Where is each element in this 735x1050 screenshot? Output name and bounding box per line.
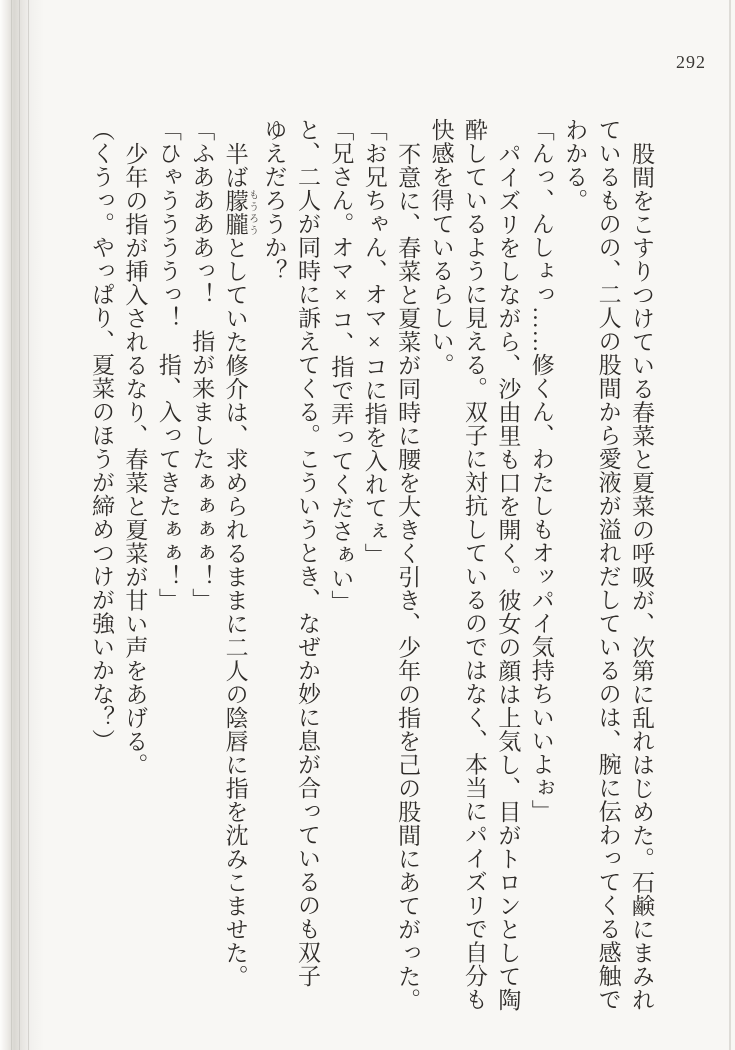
- text-column: 「ふああああっ！ 指が来ましたぁぁぁぁ！」: [189, 118, 215, 612]
- text-column: 少年の指が挿入されるなり、春菜と夏菜が甘い声をあげる。: [122, 141, 148, 776]
- page-edge-line: [11, 0, 12, 1050]
- text-column: 酔しているように見える。双子に対抗しているのではなく、本当にパイズリで自分も: [461, 118, 487, 1011]
- text-column: 「お兄ちゃん、オマ×コに指を入れてぇ」: [361, 118, 387, 567]
- text-column: 股間をこすりつけている春菜と夏菜の呼吸が、次第に乱れはじめた。石鹸にまみれ: [629, 141, 654, 1011]
- page-edge-line: [729, 0, 731, 1050]
- text-column: 快感を得ているらしい。: [428, 118, 454, 377]
- page-number: 292: [676, 52, 706, 72]
- page-edge-line: [19, 0, 20, 1050]
- text-column: 「んっ、んしょっ……修くん、わたしもオッパイ気持ちいいよぉ」: [528, 118, 554, 823]
- book-gutter-shadow: [0, 0, 44, 1050]
- text-column: 「ひゃううううっ！ 指、入ってきたぁぁ！」: [155, 118, 181, 612]
- text-column: （くうっ。やっぱり、夏菜のほうが締めつけが強いかな？）: [89, 118, 114, 753]
- text-column: 半ば朦朧 もうろうとしていた修介は、求められるままに二人の陰唇に指を沈みこませた。: [222, 141, 258, 988]
- text-column: ているものの、二人の股間から愛液が溢れだしているのは、腕に伝わってくる感触で: [595, 118, 621, 1011]
- text-block: [85, 118, 658, 1020]
- text-column: ゆえだろうか？: [261, 118, 287, 283]
- text-column: わかる。: [562, 118, 588, 212]
- furigana: 朦朧 もうろう: [222, 188, 258, 236]
- text-column: と、二人が同時に訴えてくる。こういうとき、なぜか妙に息が合っているのも双子: [294, 118, 320, 988]
- page-edge-line: [28, 0, 29, 1050]
- text-column: 「兄さん。オマ×コ、指で弄ってくださぁい」: [328, 118, 354, 614]
- text-column: 不意に、春菜と夏菜が同時に腰を大きく引き、少年の指を己の股間にあてがった。: [395, 141, 421, 1011]
- text-column: パイズリをしながら、沙由里も口を開く。彼女の顔は上気し、目がトロンとして陶: [495, 141, 521, 1011]
